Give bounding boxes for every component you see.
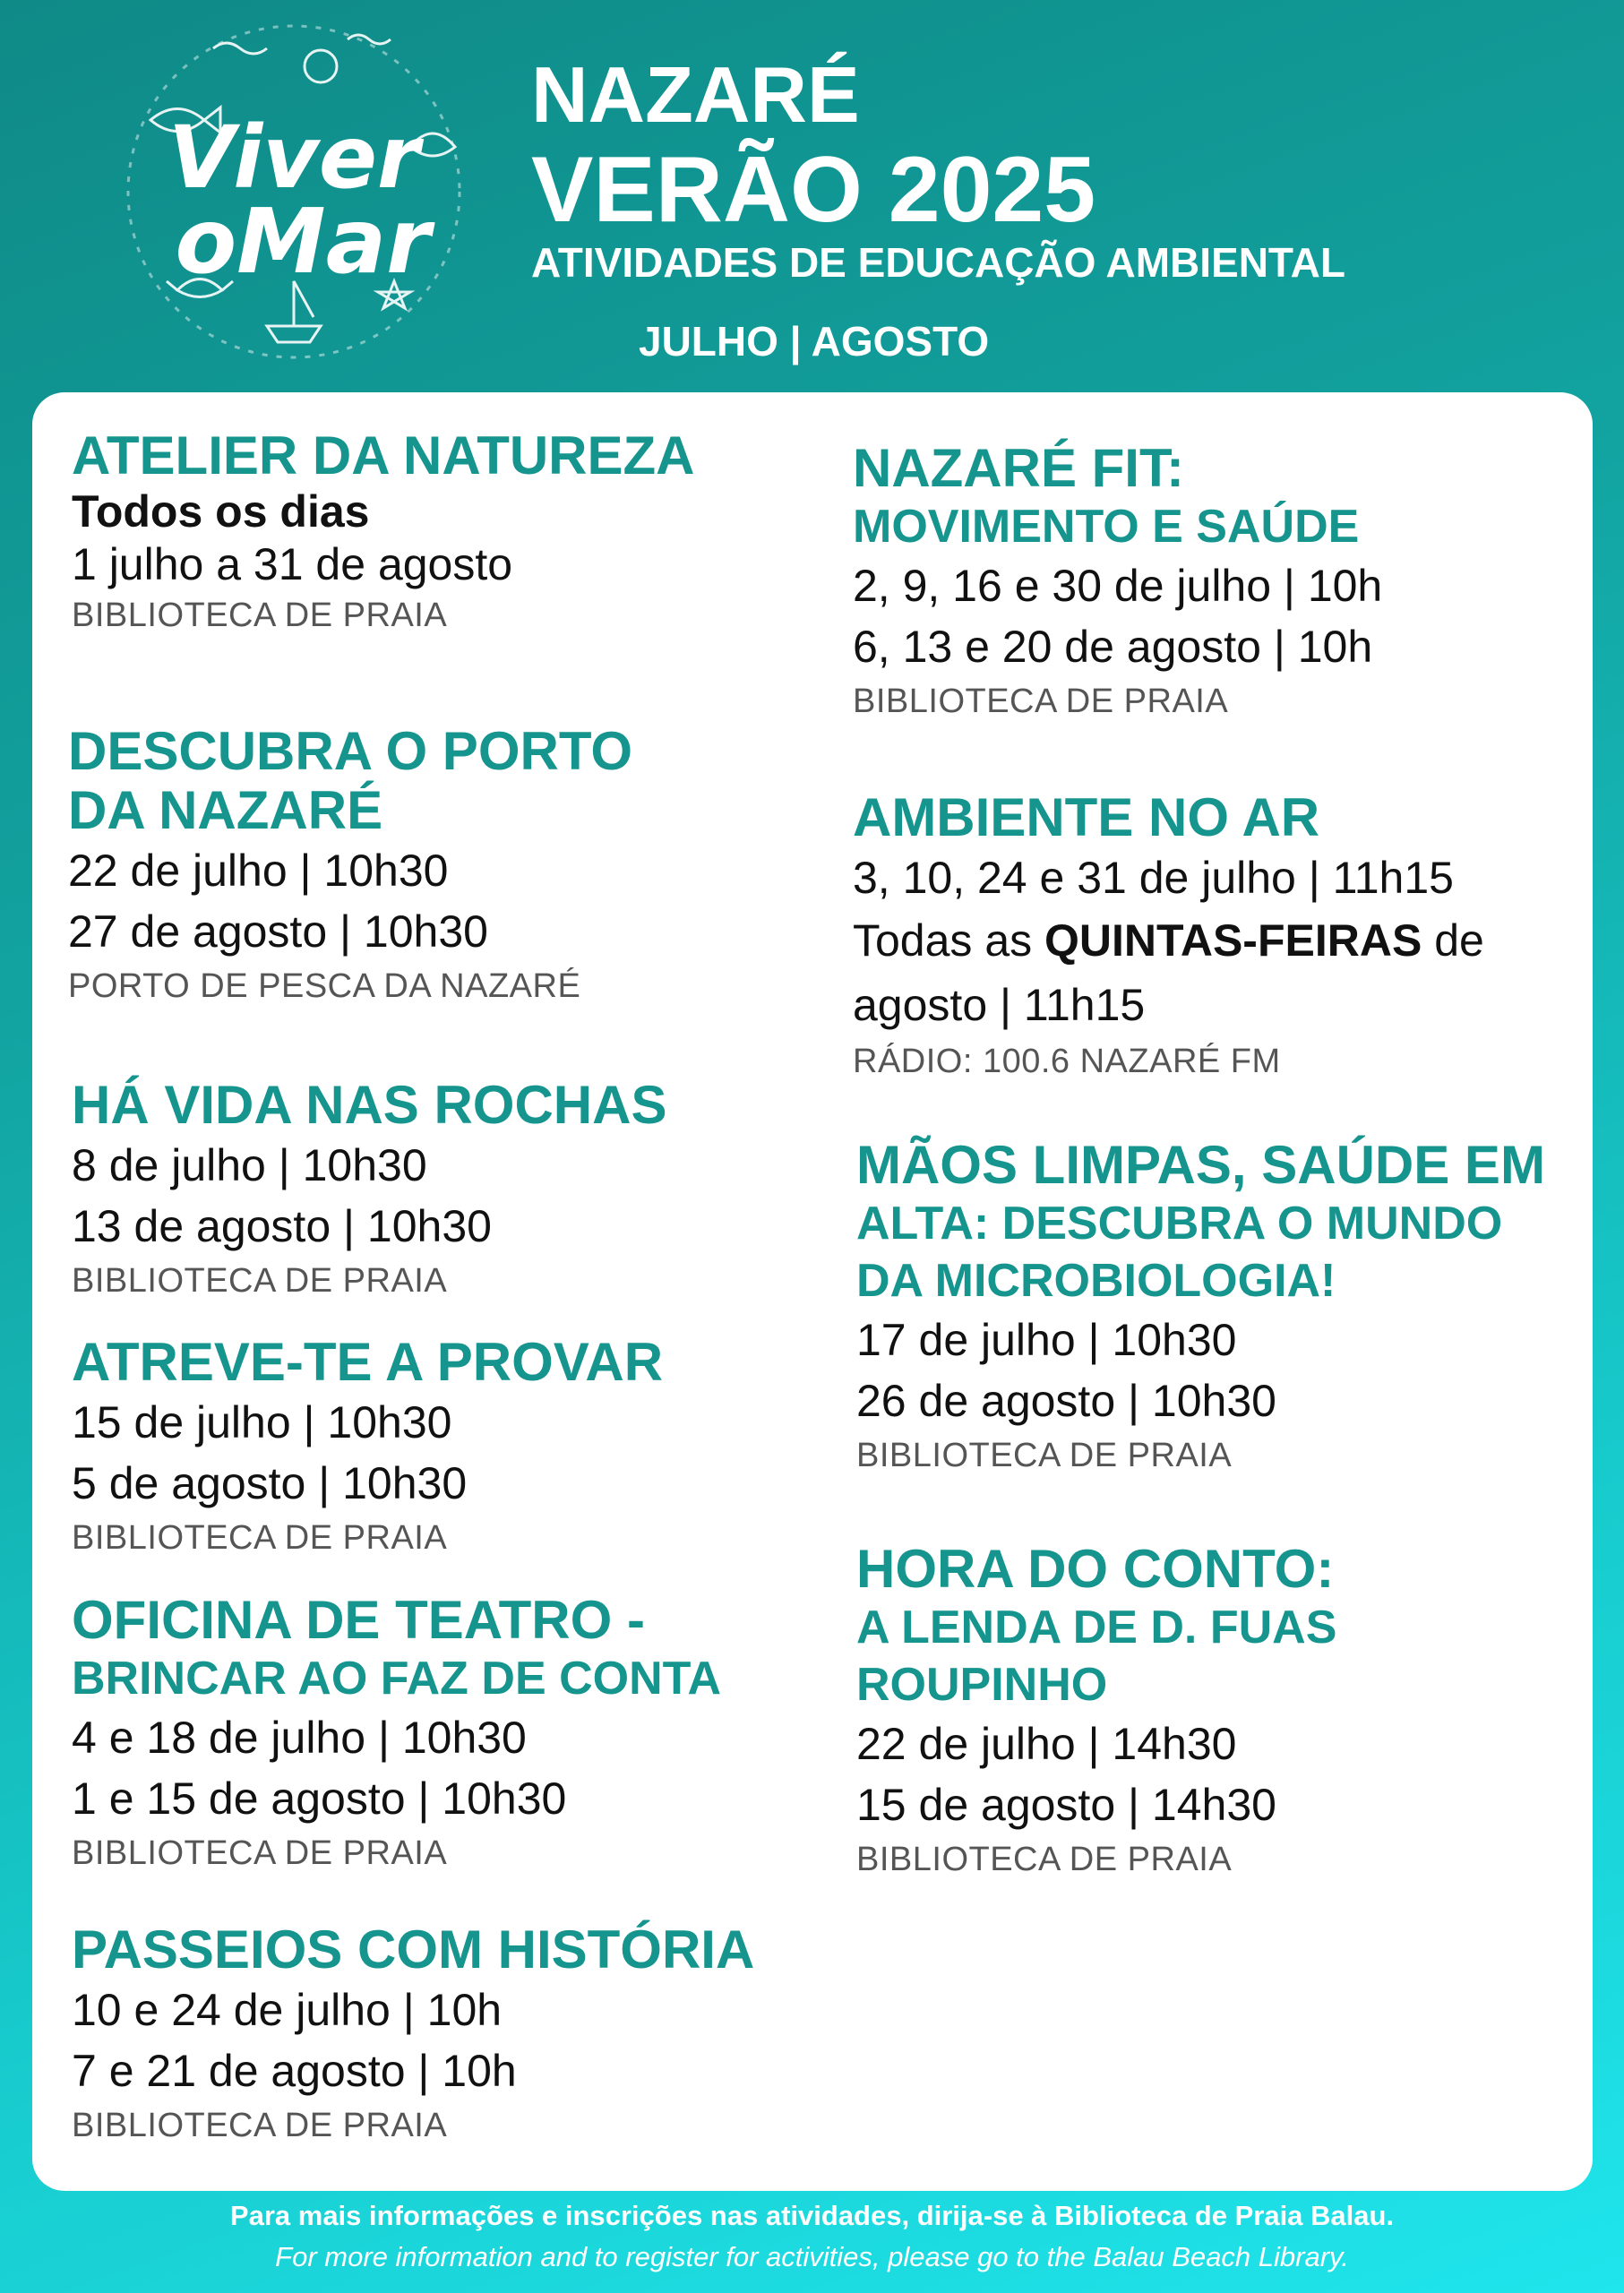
activity-nazare-fit: [853, 439, 1382, 726]
weekday-highlight: QUINTAS-FEIRAS: [1044, 915, 1422, 966]
page-title: NAZARÉ: [531, 50, 860, 139]
activity-date: 3, 10, 24 e 31 de julho | 11h15: [853, 853, 1454, 903]
activity-date-weekly: Todas as QUINTAS-FEIRAS de agosto | 11h15: [853, 915, 1484, 1030]
activity-title: ATREVE-TE A PROVAR: [72, 1332, 664, 1392]
activity-date: 27 de agosto | 10h30: [68, 906, 488, 957]
activity-date: 1 e 15 de agosto | 10h30: [72, 1773, 567, 1824]
activities-card: [32, 392, 1593, 2191]
activity-location: BIBLIOTECA DE PRAIA: [856, 1437, 1233, 1474]
activity-location: BIBLIOTECA DE PRAIA: [72, 1519, 448, 1557]
activity-maos-limpas: [856, 1136, 1545, 1480]
activity-location: BIBLIOTECA DE PRAIA: [853, 683, 1229, 720]
activity-title: PASSEIOS COM HISTÓRIA: [72, 1919, 755, 1980]
activity-title: DESCUBRA O PORTO: [68, 721, 633, 781]
viver-o-mar-logo: [115, 13, 473, 366]
activity-date: 6, 13 e 20 de agosto | 10h: [853, 622, 1373, 672]
activity-subtitle: ROUPINHO: [856, 1659, 1108, 1711]
activity-date: 22 de julho | 10h30: [68, 846, 449, 896]
activity-date: 8 de julho | 10h30: [72, 1140, 427, 1190]
activity-date: 17 de julho | 10h30: [856, 1315, 1237, 1365]
activity-title: AMBIENTE NO AR: [853, 787, 1320, 847]
activity-title: ATELIER DA NATUREZA: [72, 425, 695, 485]
activity-location: BIBLIOTECA DE PRAIA: [72, 1834, 448, 1872]
activity-date: 15 de agosto | 14h30: [856, 1780, 1276, 1830]
activity-date: 1 julho a 31 de agosto: [72, 539, 513, 589]
activity-passeios-com-historia: [72, 1920, 754, 2150]
activity-ha-vida-nas-rochas: [72, 1076, 666, 1305]
activity-location: BIBLIOTECA DE PRAIA: [72, 597, 448, 634]
activity-date: 5 de agosto | 10h30: [72, 1458, 468, 1508]
activity-atelier-da-natureza: [72, 426, 695, 640]
activity-title: DA NAZARÉ: [68, 780, 383, 840]
activity-title: HORA DO CONTO:: [856, 1539, 1335, 1599]
activity-title: MÃOS LIMPAS, SAÚDE EM: [856, 1135, 1545, 1195]
activity-oficina-de-teatro: [72, 1591, 721, 1877]
activity-descubra-o-porto: [68, 722, 632, 1010]
page-subtitle: VERÃO 2025: [531, 138, 1096, 242]
activity-location: RÁDIO: 100.6 NAZARÉ FM: [853, 1043, 1281, 1080]
months-label: JULHO | AGOSTO: [639, 318, 990, 365]
activity-title: HÁ VIDA NAS ROCHAS: [72, 1075, 667, 1135]
activity-date: 10 e 24 de julho | 10h: [72, 1985, 503, 2035]
activity-date: 22 de julho | 14h30: [856, 1719, 1237, 1769]
activity-date: 15 de julho | 10h30: [72, 1397, 452, 1447]
logo-word-mar: oMar: [175, 189, 431, 294]
activity-frequency: Todos os dias: [72, 486, 370, 537]
page-tagline: ATIVIDADES DE EDUCAÇÃO AMBIENTAL: [531, 239, 1345, 286]
activity-subtitle: A LENDA DE D. FUAS: [856, 1602, 1337, 1653]
activity-atreve-te-a-provar: [72, 1333, 663, 1562]
logo-word-viver: Viver: [168, 107, 420, 208]
activity-subtitle: BRINCAR AO FAZ DE CONTA: [72, 1653, 722, 1705]
activity-subtitle: ALTA: DESCUBRA O MUNDO: [856, 1198, 1503, 1250]
activity-date: 13 de agosto | 10h30: [72, 1201, 492, 1251]
activity-location: BIBLIOTECA DE PRAIA: [72, 1262, 448, 1300]
activity-hora-do-conto: [856, 1540, 1336, 1884]
activity-subtitle: DA MICROBIOLOGIA!: [856, 1255, 1336, 1307]
activity-date: 2, 9, 16 e 30 de julho | 10h: [853, 561, 1383, 611]
activity-ambiente-no-ar: [853, 788, 1551, 1086]
activity-date: 26 de agosto | 10h30: [856, 1376, 1276, 1426]
activity-subtitle: MOVIMENTO E SAÚDE: [853, 501, 1360, 553]
footer-info-pt: Para mais informações e inscrições nas atividades, dirija-se à Biblioteca de Praia Balau.: [229, 2200, 1395, 2231]
activity-title: OFICINA DE TEATRO -: [72, 1590, 645, 1650]
activity-location: BIBLIOTECA DE PRAIA: [72, 2107, 448, 2144]
activity-location: BIBLIOTECA DE PRAIA: [856, 1841, 1233, 1878]
activity-location: PORTO DE PESCA DA NAZARÉ: [68, 967, 581, 1005]
activity-date: 7 e 21 de agosto | 10h: [72, 2046, 517, 2096]
footer-info-en: For more information and to register for activities, please go to the Balau Beach Library.: [275, 2241, 1349, 2272]
activity-title: NAZARÉ FIT:: [853, 438, 1184, 498]
activity-date: 4 e 18 de julho | 10h30: [72, 1713, 527, 1763]
